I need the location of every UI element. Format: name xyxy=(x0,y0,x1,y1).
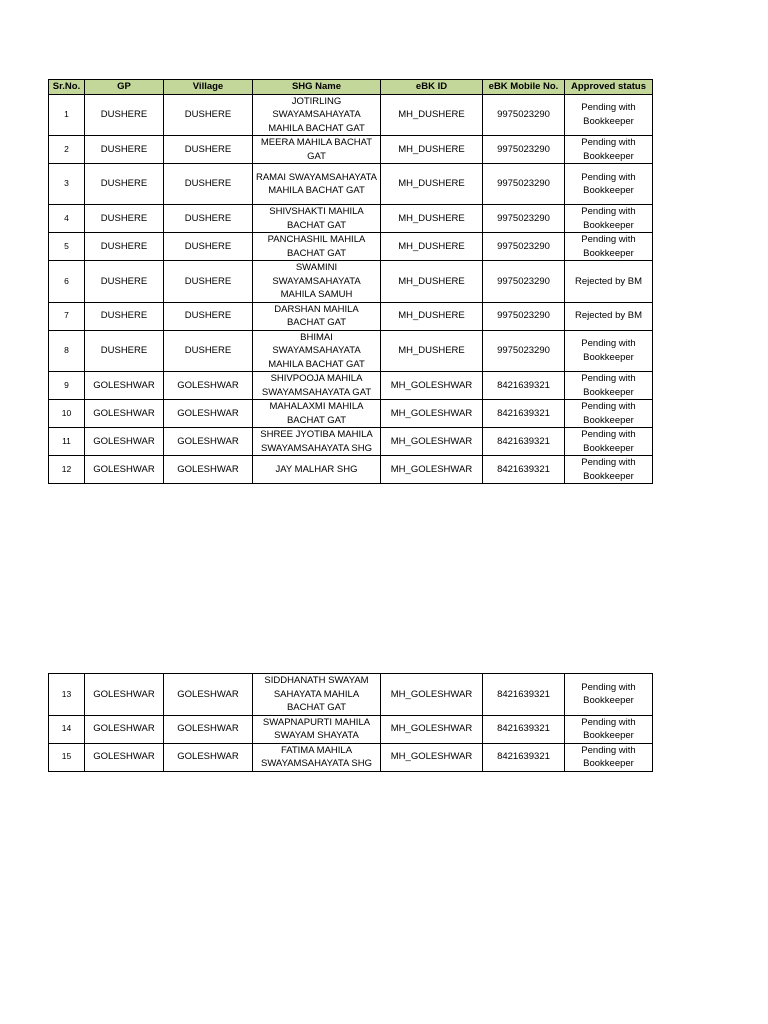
mobile-cell: 9975023290 xyxy=(483,94,565,136)
gp-cell: GOLESHWAR xyxy=(85,400,164,428)
village-cell: DUSHERE xyxy=(164,164,253,205)
shg-name-cell: RAMAI SWAYAMSAHAYATA MAHILA BACHAT GAT xyxy=(253,164,381,205)
village-cell: DUSHERE xyxy=(164,205,253,233)
mobile-cell: 9975023290 xyxy=(483,233,565,261)
table-row xyxy=(49,233,653,261)
sr-no-cell: 9 xyxy=(49,372,85,400)
table-row xyxy=(49,136,653,164)
shg-name-cell: SWAMINI SWAYAMSAHAYATA MAHILA SAMUH xyxy=(253,261,381,303)
shg-name-cell: BHIMAI SWAYAMSAHAYATA MAHILA BACHAT GAT xyxy=(253,330,381,372)
shg-name-cell: MEERA MAHILA BACHAT GAT xyxy=(253,136,381,164)
shg-name-cell: MAHALAXMI MAHILA BACHAT GAT xyxy=(253,400,381,428)
status-cell: Rejected by BM xyxy=(565,302,653,330)
gp-cell: GOLESHWAR xyxy=(85,372,164,400)
ebk-id-cell: MH_GOLESHWAR xyxy=(381,743,483,771)
gp-cell: GOLESHWAR xyxy=(85,428,164,456)
table-row xyxy=(49,715,653,743)
shg-status-table-continued xyxy=(48,673,653,772)
table-row xyxy=(49,674,653,716)
sr-no-cell: 12 xyxy=(49,456,85,484)
shg-name-cell: SHIVSHAKTI MAHILA BACHAT GAT xyxy=(253,205,381,233)
village-cell: GOLESHWAR xyxy=(164,715,253,743)
village-cell: DUSHERE xyxy=(164,94,253,136)
shg-name-cell: SWAPNAPURTI MAHILA SWAYAM SHAYATA xyxy=(253,715,381,743)
status-cell: Pending with Bookkeeper xyxy=(565,715,653,743)
status-cell: Pending with Bookkeeper xyxy=(565,456,653,484)
header-ebk-id: eBK ID xyxy=(381,80,483,95)
village-cell: GOLESHWAR xyxy=(164,400,253,428)
shg-name-cell: SIDDHANATH SWAYAM SAHAYATA MAHILA BACHAT GAT xyxy=(253,674,381,716)
sr-no-cell: 11 xyxy=(49,428,85,456)
table-row xyxy=(49,456,653,484)
village-cell: GOLESHWAR xyxy=(164,372,253,400)
status-cell: Pending with Bookkeeper xyxy=(565,205,653,233)
gp-cell: DUSHERE xyxy=(85,302,164,330)
gp-cell: DUSHERE xyxy=(85,94,164,136)
status-cell: Pending with Bookkeeper xyxy=(565,743,653,771)
status-cell: Pending with Bookkeeper xyxy=(565,233,653,261)
mobile-cell: 9975023290 xyxy=(483,261,565,303)
sr-no-cell: 7 xyxy=(49,302,85,330)
status-cell: Pending with Bookkeeper xyxy=(565,136,653,164)
sr-no-cell: 5 xyxy=(49,233,85,261)
mobile-cell: 9975023290 xyxy=(483,164,565,205)
mobile-cell: 8421639321 xyxy=(483,428,565,456)
table-row xyxy=(49,302,653,330)
village-cell: GOLESHWAR xyxy=(164,456,253,484)
shg-name-cell: PANCHASHIL MAHILA BACHAT GAT xyxy=(253,233,381,261)
mobile-cell: 8421639321 xyxy=(483,674,565,716)
shg-name-cell: FATIMA MAHILA SWAYAMSAHAYATA SHG xyxy=(253,743,381,771)
sr-no-cell: 15 xyxy=(49,743,85,771)
sr-no-cell: 1 xyxy=(49,94,85,136)
ebk-id-cell: MH_GOLESHWAR xyxy=(381,456,483,484)
gp-cell: DUSHERE xyxy=(85,136,164,164)
header-shg-name: SHG Name xyxy=(253,80,381,95)
gp-cell: GOLESHWAR xyxy=(85,743,164,771)
gp-cell: GOLESHWAR xyxy=(85,715,164,743)
ebk-id-cell: MH_GOLESHWAR xyxy=(381,428,483,456)
header-gp: GP xyxy=(85,80,164,95)
mobile-cell: 9975023290 xyxy=(483,302,565,330)
shg-status-table xyxy=(48,79,653,484)
table-row xyxy=(49,400,653,428)
shg-name-cell: SHREE JYOTIBA MAHILA SWAYAMSAHAYATA SHG xyxy=(253,428,381,456)
mobile-cell: 8421639321 xyxy=(483,743,565,771)
shg-name-cell: JAY MALHAR SHG xyxy=(253,456,381,484)
village-cell: GOLESHWAR xyxy=(164,674,253,716)
gp-cell: DUSHERE xyxy=(85,164,164,205)
table-row xyxy=(49,94,653,136)
ebk-id-cell: MH_DUSHERE xyxy=(381,164,483,205)
village-cell: GOLESHWAR xyxy=(164,743,253,771)
status-cell: Pending with Bookkeeper xyxy=(565,164,653,205)
sr-no-cell: 13 xyxy=(49,674,85,716)
village-cell: DUSHERE xyxy=(164,261,253,303)
table-row xyxy=(49,205,653,233)
ebk-id-cell: MH_DUSHERE xyxy=(381,302,483,330)
header-approved-status: Approved status xyxy=(565,80,653,95)
ebk-id-cell: MH_DUSHERE xyxy=(381,261,483,303)
gp-cell: DUSHERE xyxy=(85,330,164,372)
table-row xyxy=(49,330,653,372)
status-cell: Pending with Bookkeeper xyxy=(565,94,653,136)
gp-cell: DUSHERE xyxy=(85,205,164,233)
ebk-id-cell: MH_DUSHERE xyxy=(381,136,483,164)
status-cell: Pending with Bookkeeper xyxy=(565,372,653,400)
status-cell: Pending with Bookkeeper xyxy=(565,400,653,428)
header-row xyxy=(49,80,653,95)
table-row xyxy=(49,743,653,771)
table-row xyxy=(49,164,653,205)
status-cell: Pending with Bookkeeper xyxy=(565,428,653,456)
sr-no-cell: 4 xyxy=(49,205,85,233)
sr-no-cell: 3 xyxy=(49,164,85,205)
mobile-cell: 9975023290 xyxy=(483,205,565,233)
status-cell: Rejected by BM xyxy=(565,261,653,303)
gp-cell: GOLESHWAR xyxy=(85,674,164,716)
shg-name-cell: SHIVPOOJA MAHILA SWAYAMSAHAYATA GAT xyxy=(253,372,381,400)
sr-no-cell: 6 xyxy=(49,261,85,303)
village-cell: DUSHERE xyxy=(164,302,253,330)
village-cell: DUSHERE xyxy=(164,233,253,261)
header-sr-no: Sr.No. xyxy=(49,80,85,95)
mobile-cell: 8421639321 xyxy=(483,715,565,743)
mobile-cell: 8421639321 xyxy=(483,456,565,484)
shg-name-cell: DARSHAN MAHILA BACHAT GAT xyxy=(253,302,381,330)
status-cell: Pending with Bookkeeper xyxy=(565,674,653,716)
ebk-id-cell: MH_DUSHERE xyxy=(381,330,483,372)
ebk-id-cell: MH_DUSHERE xyxy=(381,205,483,233)
ebk-id-cell: MH_DUSHERE xyxy=(381,233,483,261)
ebk-id-cell: MH_DUSHERE xyxy=(381,94,483,136)
table-row xyxy=(49,428,653,456)
header-village: Village xyxy=(164,80,253,95)
header-ebk-mobile: eBK Mobile No. xyxy=(483,80,565,95)
ebk-id-cell: MH_GOLESHWAR xyxy=(381,400,483,428)
mobile-cell: 9975023290 xyxy=(483,136,565,164)
shg-name-cell: JOTIRLING SWAYAMSAHAYATA MAHILA BACHAT GAT xyxy=(253,94,381,136)
table-row xyxy=(49,372,653,400)
status-cell: Pending with Bookkeeper xyxy=(565,330,653,372)
village-cell: GOLESHWAR xyxy=(164,428,253,456)
gp-cell: GOLESHWAR xyxy=(85,456,164,484)
sr-no-cell: 10 xyxy=(49,400,85,428)
ebk-id-cell: MH_GOLESHWAR xyxy=(381,372,483,400)
sr-no-cell: 2 xyxy=(49,136,85,164)
mobile-cell: 9975023290 xyxy=(483,330,565,372)
sr-no-cell: 8 xyxy=(49,330,85,372)
table-row xyxy=(49,261,653,303)
gp-cell: DUSHERE xyxy=(85,261,164,303)
sr-no-cell: 14 xyxy=(49,715,85,743)
ebk-id-cell: MH_GOLESHWAR xyxy=(381,674,483,716)
mobile-cell: 8421639321 xyxy=(483,372,565,400)
village-cell: DUSHERE xyxy=(164,330,253,372)
village-cell: DUSHERE xyxy=(164,136,253,164)
gp-cell: DUSHERE xyxy=(85,233,164,261)
mobile-cell: 8421639321 xyxy=(483,400,565,428)
ebk-id-cell: MH_GOLESHWAR xyxy=(381,715,483,743)
